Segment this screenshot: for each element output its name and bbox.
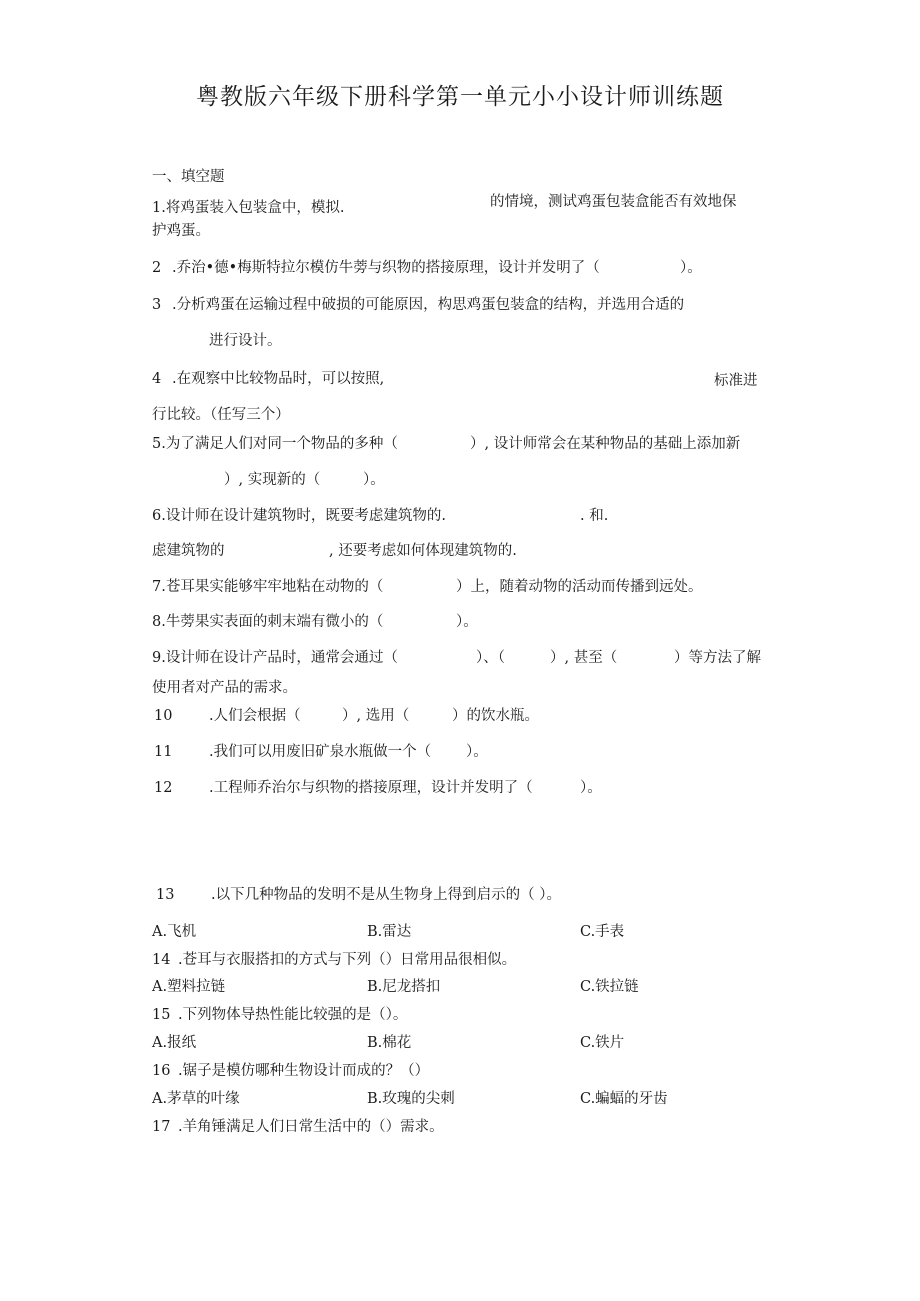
question-7-part-a: 7.苍耳果实能够牢牢地粘在动物的（	[152, 579, 384, 595]
question-7-part-b: ）上，随着动物的活动而传播到远处。	[456, 579, 703, 595]
question-11-number: 11	[154, 744, 173, 760]
question-13-number: 13	[156, 887, 175, 903]
question-13-option-b: B.雷达	[367, 924, 412, 940]
question-14-number: 14	[152, 952, 171, 968]
question-4-number: 4	[152, 371, 162, 387]
question-15-text: .下列物体导热性能比较强的是（）。	[178, 1007, 408, 1023]
question-10-part-c: ）的饮水瓶。	[452, 708, 539, 724]
question-17-number: 17	[152, 1119, 171, 1135]
question-17-text: .羊角锤满足人们日常生活中的（）需求。	[178, 1119, 444, 1135]
question-16-option-c: C.蝙蝠的牙齿	[580, 1091, 668, 1107]
question-10-part-a: .人们会根据（	[209, 708, 301, 724]
question-9-part-a: 9.设计师在设计产品时，通常会通过（	[152, 650, 398, 666]
question-3-number: 3	[152, 297, 162, 313]
question-3-continuation: 进行设计。	[209, 333, 282, 349]
question-6-part-b: . 和.	[580, 508, 609, 524]
question-13-option-a: A.飞机	[152, 924, 197, 940]
question-12-part-b: ）。	[580, 780, 602, 796]
question-12-part-a: .工程师乔治尔与织物的搭接原理，设计并发明了（	[209, 780, 533, 796]
question-8-part-b: ）。	[456, 614, 478, 630]
question-10-number: 10	[154, 708, 173, 724]
question-6-part-a: 6.设计师在设计建筑物时，既要考虑建筑物的.	[152, 508, 446, 524]
question-1-part-a: 1.将鸡蛋装入包装盒中，模拟.	[152, 200, 345, 216]
question-4-continuation: 行比较。（任写三个）	[152, 407, 290, 423]
question-16-number: 16	[152, 1063, 171, 1079]
document-title: 粤教版六年级下册科学第一单元小小设计师训练题	[196, 84, 724, 110]
question-9-part-e: 使用者对产品的需求。	[152, 680, 297, 696]
question-9-part-d: ）等方法了解	[674, 650, 761, 666]
question-15-number: 15	[152, 1007, 171, 1023]
question-4-right: 标准进	[714, 373, 758, 389]
question-16-text: .锯子是模仿哪种生物设计而成的？（）	[178, 1063, 430, 1079]
question-16-option-a: A.茅草的叶缘	[152, 1091, 240, 1107]
question-16-option-b: B.玫瑰的尖刺	[367, 1091, 455, 1107]
question-14-option-b: B.尼龙搭扣	[367, 979, 441, 995]
question-15-option-b: B.棉花	[367, 1035, 412, 1051]
question-14-option-a: A.塑料拉链	[152, 979, 226, 995]
question-13-text: .以下几种物品的发明不是从生物身上得到启示的（ ）。	[211, 887, 561, 903]
question-1-part-b: 的情境，测试鸡蛋包装盒能否有效地保	[490, 194, 737, 210]
question-9-part-b: ）、（	[476, 650, 505, 666]
question-2-number: 2	[152, 260, 162, 276]
question-6-part-c: 虑建筑物的	[152, 543, 225, 559]
question-3-text: .分析鸡蛋在运输过程中破损的可能原因，构思鸡蛋包装盒的结构，并选用合适的	[172, 297, 685, 313]
question-5-part-b: ）, 设计师常会在某种物品的基础上添加新	[470, 436, 741, 452]
question-14-option-c: C.铁拉链	[580, 979, 639, 995]
question-1-part-c: 护鸡蛋。	[152, 223, 210, 239]
question-5-part-a: 5.为了满足人们对同一个物品的多种（	[152, 436, 398, 452]
question-4-text: .在观察中比较物品时，可以按照,	[172, 371, 385, 387]
question-13-option-c: C.手表	[580, 924, 625, 940]
question-11-part-a: .我们可以用废旧矿泉水瓶做一个（	[209, 744, 432, 760]
question-15-option-a: A.报纸	[152, 1035, 197, 1051]
section-heading-fill-blank: 一、填空题	[152, 169, 225, 185]
question-5-part-c: ）, 实现新的（	[224, 472, 321, 488]
question-12-number: 12	[154, 780, 173, 796]
question-15-option-c: C.铁片	[580, 1035, 625, 1051]
question-11-part-b: ）。	[466, 744, 488, 760]
question-6-part-d: , 还要考虑如何体现建筑物的.	[329, 543, 517, 559]
question-9-part-c: ）, 甚至（	[550, 650, 618, 666]
question-14-text: .苍耳与衣服搭扣的方式与下列（）日常用品很相似。	[178, 952, 517, 968]
question-2-end: ）。	[680, 260, 702, 276]
question-10-part-b: ）, 选用（	[342, 708, 410, 724]
question-8-part-a: 8.牛蒡果实表面的刺末端有微小的（	[152, 614, 384, 630]
question-5-part-d: ）。	[363, 472, 385, 488]
question-2-text: .乔治•德•梅斯特拉尔模仿牛蒡与织物的搭接原理，设计并发明了（	[172, 260, 600, 276]
